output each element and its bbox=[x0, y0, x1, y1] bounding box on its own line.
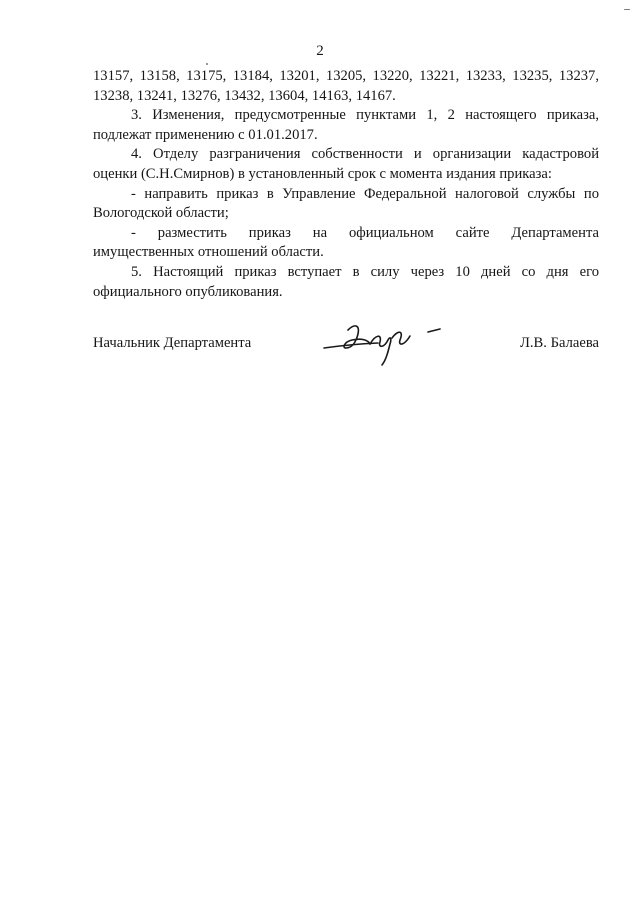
paragraph-item-5: 5. Настоящий приказ вступает в силу через 10 дней со дня его официального опубликования. bbox=[93, 263, 599, 300]
scan-speck bbox=[624, 9, 630, 10]
paragraph-item-4-bullet-2-continued: имущественных отношений области. bbox=[93, 244, 324, 261]
signatory-title: Начальник Департамента bbox=[93, 335, 252, 351]
handwritten-signature bbox=[318, 318, 458, 368]
signatory-name: Л.В. Балаева bbox=[520, 335, 599, 351]
paragraph-item-4-bullet-2: - разместить приказ на официальном сайте Департамента bbox=[131, 224, 599, 241]
scan-speck bbox=[206, 63, 208, 65]
page-number: 2 bbox=[316, 43, 324, 59]
paragraph-item-4-bullet-1: - направить приказ в Управление Федеральной налоговой службы по Вологодской области; bbox=[93, 185, 599, 222]
document-body bbox=[93, 67, 599, 302]
paragraph-item-3: 3. Изменения, предусмотренные пунктами 1, 2 настоящего приказа, подлежат применению с 01.01.2017. bbox=[93, 107, 599, 143]
cadastral-numbers-line: 13157, 13158, 13175, 13184, 13201, 13205, 13220, 13221, 13233, 13235, 13237, bbox=[93, 68, 599, 84]
paragraph-item-4: 4. Отделу разграничения собственности и организации кадастровой оценки (С.Н.Смирнов) в установленный срок с момента издания приказа: bbox=[93, 146, 599, 182]
cadastral-numbers-line: 13238, 13241, 13276, 13432, 13604, 14163, 14167. bbox=[93, 87, 396, 104]
